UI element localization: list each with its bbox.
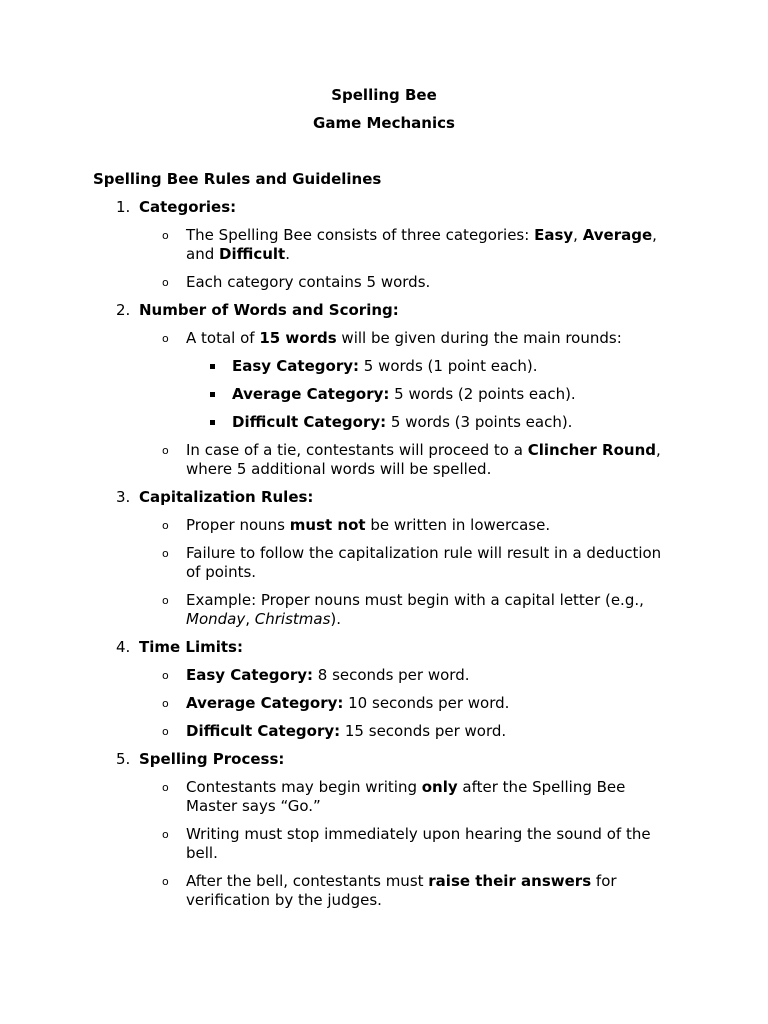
circle-bullet-icon: o xyxy=(162,229,169,242)
list-item: Easy Category: 5 words (1 point each). xyxy=(0,357,768,376)
rule-number: 3. xyxy=(116,488,131,506)
section-heading: Spelling Bee Rules and Guidelines xyxy=(93,170,382,188)
list-item: o Contestants may begin writing only after the Spelling Bee Master says “Go.” xyxy=(162,778,626,815)
list-item: o Proper nouns must not be written in lowercase. xyxy=(162,516,551,534)
circle-bullet-icon: o xyxy=(162,781,169,794)
rule-title: Time Limits: xyxy=(139,638,243,656)
circle-bullet-icon: o xyxy=(162,444,169,457)
circle-bullet-icon: o xyxy=(162,875,169,888)
rules-list xyxy=(0,198,768,919)
rule-title: Categories: xyxy=(139,198,237,216)
document-title: Spelling Bee xyxy=(331,86,437,104)
rule-number: 4. xyxy=(116,638,131,656)
list-item: o In case of a tie, contestants will proceed to a Clincher Round, where 5 additional words will be spelled. xyxy=(162,441,661,478)
square-bullet-icon xyxy=(210,420,215,425)
rule-item-scoring xyxy=(0,301,768,479)
list-item: o Average Category: 10 seconds per word. xyxy=(162,694,510,712)
list-item: o Writing must stop immediately upon hearing the sound of the bell. xyxy=(162,825,651,862)
rule-title: Spelling Process: xyxy=(139,750,285,768)
rule-number: 2. xyxy=(116,301,131,319)
document-subtitle: Game Mechanics xyxy=(313,114,455,132)
rule-item-spelling-process xyxy=(0,750,768,910)
circle-bullet-icon: o xyxy=(162,828,169,841)
circle-bullet-icon: o xyxy=(162,332,169,345)
list-item: o Easy Category: 8 seconds per word. xyxy=(162,666,470,684)
rule-item-time-limits xyxy=(0,638,768,741)
list-item: o Each category contains 5 words. xyxy=(162,273,431,291)
rule-number: 1. xyxy=(116,198,131,216)
circle-bullet-icon: o xyxy=(162,669,169,682)
list-item: o Difficult Category: 15 seconds per word. xyxy=(162,722,507,740)
rule-number: 5. xyxy=(116,750,131,768)
circle-bullet-icon: o xyxy=(162,594,169,607)
rule-item-categories xyxy=(0,198,768,292)
list-item: o The Spelling Bee consists of three categories: Easy, Average, and Difficult. xyxy=(162,226,657,263)
list-item: o A total of 15 words will be given during the main rounds: xyxy=(162,329,622,347)
square-bullet-icon xyxy=(210,364,215,369)
list-item: Difficult Category: 5 words (3 points each). xyxy=(0,413,768,432)
square-bullet-icon xyxy=(210,392,215,397)
rule-title: Number of Words and Scoring: xyxy=(139,301,399,319)
list-item: Average Category: 5 words (2 points each). xyxy=(0,385,768,404)
list-item: o Failure to follow the capitalization rule will result in a deduction of points. xyxy=(162,544,662,581)
list-item: o After the bell, contestants must raise their answers for verification by the judges. xyxy=(162,872,617,909)
circle-bullet-icon: o xyxy=(162,276,169,289)
circle-bullet-icon: o xyxy=(162,547,169,560)
rule-title: Capitalization Rules: xyxy=(139,488,314,506)
circle-bullet-icon: o xyxy=(162,519,169,532)
list-item: o Example: Proper nouns must begin with a capital letter (e.g., Monday, Christmas). xyxy=(162,591,644,628)
rule-item-capitalization xyxy=(0,488,768,629)
circle-bullet-icon: o xyxy=(162,697,169,710)
circle-bullet-icon: o xyxy=(162,725,169,738)
